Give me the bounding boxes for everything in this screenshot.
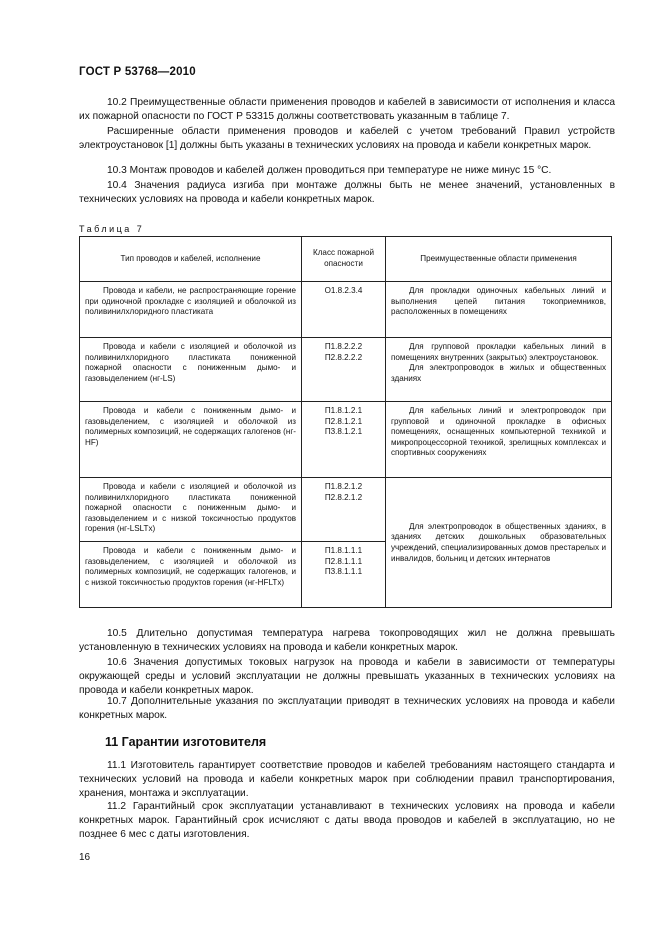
cell-cable-type: Провода и кабели с пониженным дымо- и газовыделением, с изоляцией и оболочкой из полимерных композиций, не содержащих галогенов, и с низкой токсичностью продуктов горения (нг-HFLTx) bbox=[80, 542, 302, 608]
table-caption: Таблица 7 bbox=[79, 224, 145, 234]
paragraph-10-5: 10.5 Длительно допустимая температура нагрева токопроводящих жил не должна превышать установленную в технических условиях на провода и кабели конкретных марок. bbox=[79, 628, 615, 654]
cell-fire-class: П1.8.2.1.2 П2.8.2.1.2 bbox=[302, 478, 386, 542]
cell-cable-type: Провода и кабели, не распространяющие горение при одиночной прокладке с изоляцией и оболочкой из поливинилхлоридного пластиката bbox=[80, 282, 302, 338]
cell-cable-type: Провода и кабели с изоляцией и оболочкой из поливинилхлоридного пластиката пониженной пожарной опасности с пониженным дымо- и газовыделением (нг-LS) bbox=[80, 338, 302, 402]
document-header: ГОСТ Р 53768—2010 bbox=[79, 66, 196, 78]
table-header-row bbox=[80, 237, 612, 282]
table-7 bbox=[79, 236, 612, 608]
cell-fire-class: П1.8.2.2.2 П2.8.2.2.2 bbox=[302, 338, 386, 402]
cell-cable-type: Провода и кабели с пониженным дымо- и газовыделением, с изоляцией и оболочкой из полимерных композиций, не содержащих галогенов (нг-HF) bbox=[80, 402, 302, 478]
header-fire-class: Класс пожарной опасности bbox=[302, 237, 386, 282]
cell-application-merged: Для электропроводок в общественных зданиях, в зданиях детских дошкольных образовательных учреждений, специализированных домов престарелых и инвалидов, больниц и детских интернатов bbox=[386, 478, 612, 608]
paragraph-11-1: 11.1 Изготовитель гарантирует соответствие проводов и кабелей требованиям настоящего стандарта и технических условий на провода и кабели конкретных марок при соблюдении правил транспортирования, хранения, монтажа и эксплуатации. bbox=[79, 760, 615, 800]
paragraph-10-7: 10.7 Дополнительные указания по эксплуатации приводят в технических условиях на провода и кабели конкретных марок. bbox=[79, 696, 615, 722]
paragraph-10-4: 10.4 Значения радиуса изгиба при монтаже должны быть не менее значений, установленных в технических условиях на провода и кабели конкретных марок. bbox=[79, 180, 615, 206]
paragraph-extended-areas: Расширенные области применения проводов и кабелей с учетом требований Правил устройств электроустановок [1] должны быть указаны в технических условиях на провода и кабели конкретных марок. bbox=[79, 126, 615, 152]
cell-application: Для кабельных линий и электропроводок при групповой и одиночной прокладке в офисных помещениях, оснащенных компьютерной техникой и микропроцессорной техникой, зрелищных комплексах и спортивных сооружениях bbox=[386, 402, 612, 478]
paragraph-10-2: 10.2 Преимущественные области применения проводов и кабелей в зависимости от исполнения и класса их пожарной опасности по ГОСТ Р 53315 должны соответствовать указанным в таблице 7. bbox=[79, 97, 615, 123]
page-number: 16 bbox=[79, 852, 91, 863]
paragraph-10-6: 10.6 Значения допустимых токовых нагрузок на провода и кабели в зависимости от температуры окружающей среды и условий эксплуатации не должны превышать указанных в технических условиях на провода и кабели конкретных марок. bbox=[79, 657, 615, 697]
cell-application: Для прокладки одиночных кабельных линий и выполнения цепей питания токоприемников, расположенных в помещениях bbox=[386, 282, 612, 338]
cell-cable-type: Провода и кабели с изоляцией и оболочкой из поливинилхлоридного пластиката пониженной пожарной опасности с пониженным дымо- и газовыделением и с низкой токсичностью продуктов горения (нг-LSLTx) bbox=[80, 478, 302, 542]
cell-fire-class: О1.8.2.3.4 bbox=[302, 282, 386, 338]
cell-fire-class: П1.8.1.2.1 П2.8.1.2.1 П3.8.1.2.1 bbox=[302, 402, 386, 478]
section-title: 11 Гарантии изготовителя bbox=[105, 735, 267, 749]
cell-application: Для групповой прокладки кабельных линий в помещениях внутренних (закрытых) электроустановок. Для электропроводок в жилых и общественных зданиях bbox=[386, 338, 612, 402]
table-row bbox=[80, 402, 612, 478]
cell-fire-class: П1.8.1.1.1 П2.8.1.1.1 П3.8.1.1.1 bbox=[302, 542, 386, 608]
paragraph-11-2: 11.2 Гарантийный срок эксплуатации устанавливают в технических условиях на провода и кабели конкретных марок. Гарантийный срок исчисляют с даты ввода проводов и кабелей в эксплуатацию, но не позднее 6 мес с даты изготовления. bbox=[79, 801, 615, 841]
table-row bbox=[80, 338, 612, 402]
table-row bbox=[80, 282, 612, 338]
header-application-areas: Преимущественные области применения bbox=[386, 237, 612, 282]
paragraph-10-3: 10.3 Монтаж проводов и кабелей должен проводиться при температуре не ниже минус 15 °С. bbox=[107, 165, 552, 176]
table-row bbox=[80, 478, 612, 542]
header-cable-type: Тип проводов и кабелей, исполнение bbox=[80, 237, 302, 282]
